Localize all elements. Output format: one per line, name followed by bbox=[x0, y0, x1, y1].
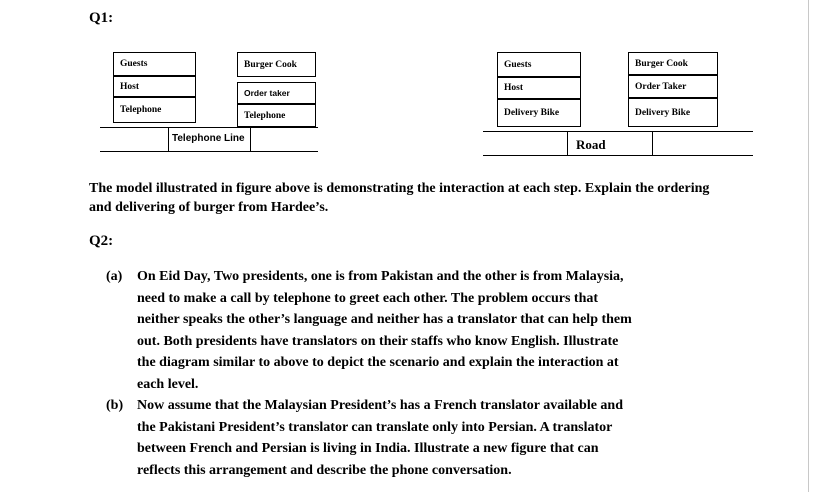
q2-item-b-label: (b) bbox=[106, 398, 124, 413]
baseline-bottom bbox=[100, 151, 318, 152]
road-divider-left bbox=[567, 131, 568, 155]
link-divider-right bbox=[250, 127, 251, 151]
q2-a-line: neither speaks the other’s language and neither has a translator that can help them bbox=[137, 312, 632, 327]
q1-title: Q1: bbox=[89, 10, 114, 26]
q2-item-a-label: (a) bbox=[106, 269, 123, 284]
link-label-road: Road bbox=[576, 137, 606, 152]
q2-a-line: the diagram similar to above to depict the scenario and explain the interaction at bbox=[137, 355, 619, 370]
q2-b-line: reflects this arrangement and describe the phone conversation. bbox=[137, 462, 512, 478]
link-label-telephone-line: Telephone Line bbox=[172, 133, 245, 144]
q2-item-a bbox=[106, 266, 746, 396]
link-divider-left bbox=[168, 127, 169, 151]
layer-order-taker-2: Order Taker bbox=[628, 75, 718, 98]
road-divider-right bbox=[652, 131, 653, 155]
page-edge-divider bbox=[808, 0, 809, 492]
layer-burger-cook-2: Burger Cook bbox=[628, 52, 718, 75]
layer-host: Host bbox=[113, 76, 196, 97]
layer-guests-2: Guests bbox=[497, 52, 581, 77]
layer-guests: Guests bbox=[113, 52, 196, 76]
q2-b-line: Now assume that the Malaysian President’s has a French translator available and bbox=[137, 398, 623, 413]
layer-host-2: Host bbox=[497, 77, 581, 99]
layer-burger-cook: Burger Cook bbox=[237, 52, 316, 77]
q2-item-b bbox=[106, 395, 746, 485]
q2-a-line: each level. bbox=[137, 376, 199, 392]
q2-b-line: between French and Persian is living in India. Illustrate a new figure that can bbox=[137, 441, 599, 456]
q2-a-line: On Eid Day, Two presidents, one is from Pakistan and the other is from Malaysia, bbox=[137, 269, 624, 284]
q2-title: Q2: bbox=[89, 233, 114, 249]
baseline-top bbox=[100, 127, 318, 128]
q2-a-line: need to make a call by telephone to greet each other. The problem occurs that bbox=[137, 290, 599, 306]
layer-order-taker: Order taker bbox=[237, 82, 316, 104]
layer-telephone: Telephone bbox=[113, 97, 196, 123]
road-top bbox=[483, 131, 753, 132]
q1-question: The model illustrated in figure above is demonstrating the interaction at each step. Explain the ordering and delivering of burger from Hardee’s. bbox=[89, 181, 710, 215]
layer-telephone-right: Telephone bbox=[237, 104, 316, 127]
q2-b-line: the Pakistani President’s translator can translate only into Persian. A translator bbox=[137, 419, 613, 435]
layer-delivery-bike: Delivery Bike bbox=[497, 99, 581, 127]
layer-delivery-bike-2: Delivery Bike bbox=[628, 98, 718, 127]
q2-a-line: out. Both presidents have translators on their staffs who know English. Illustrate bbox=[137, 333, 619, 349]
road-bottom bbox=[483, 155, 753, 156]
